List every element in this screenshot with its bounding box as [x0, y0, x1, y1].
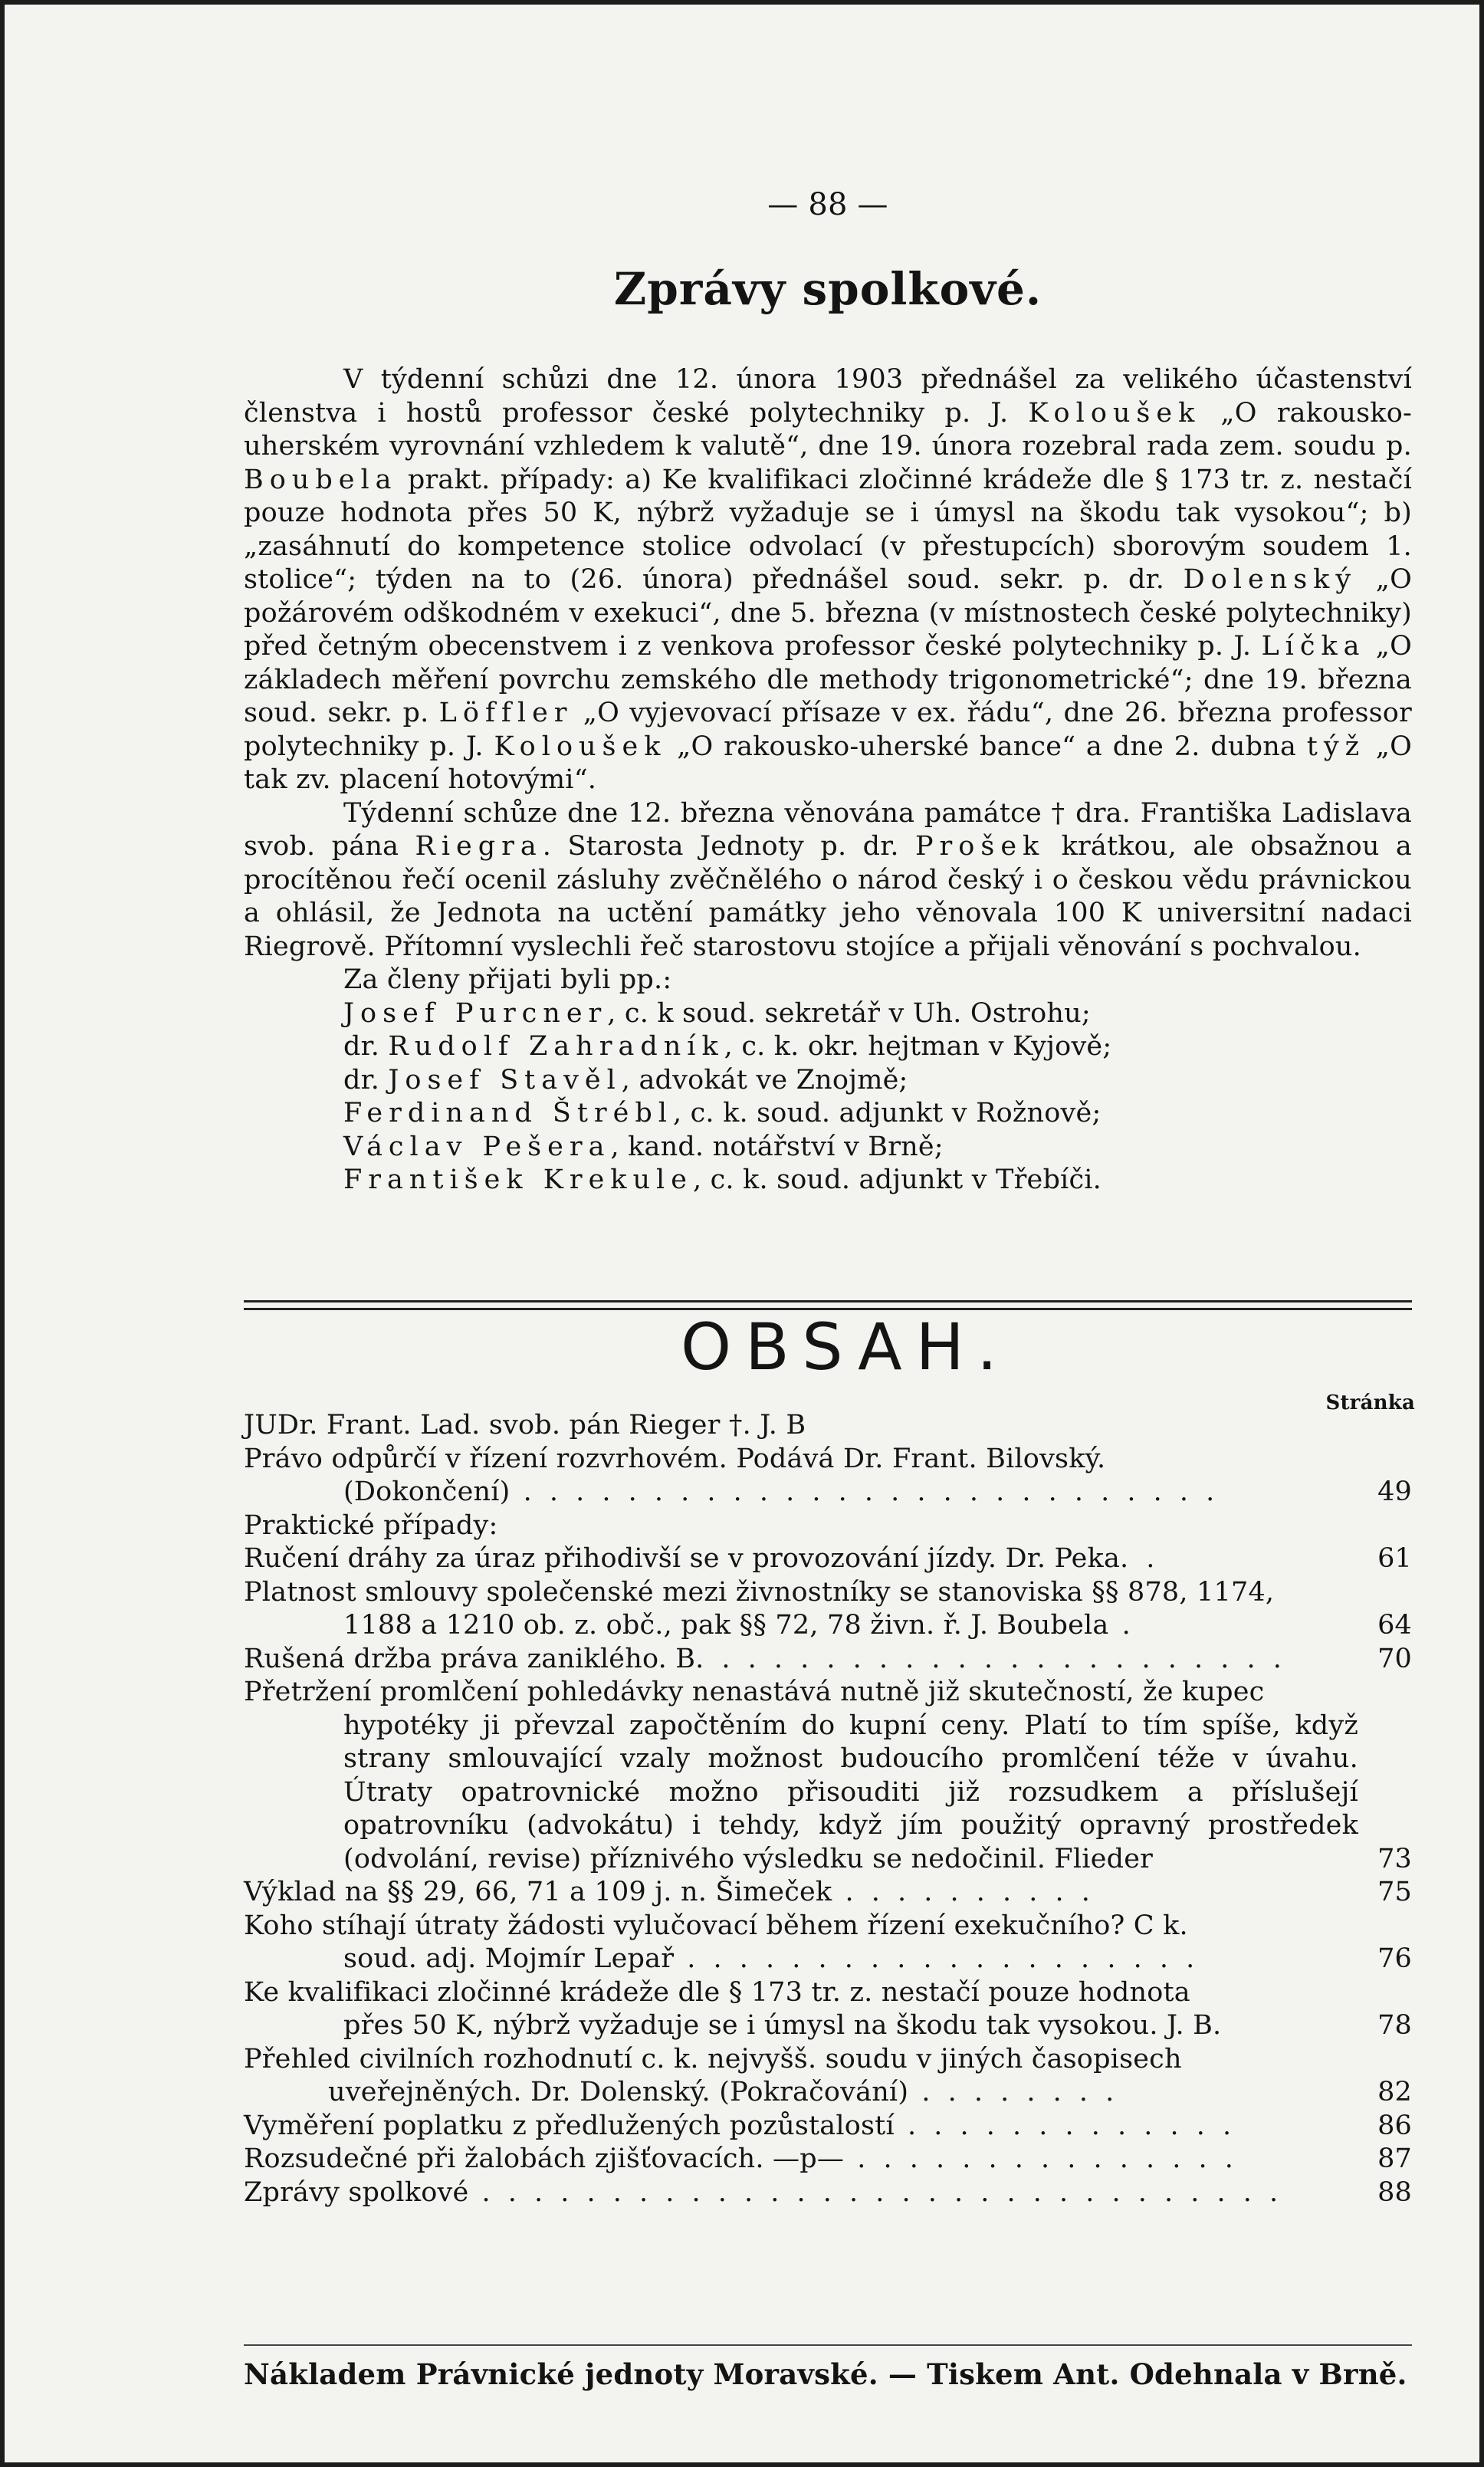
leader-dots: . . . . . . . . . . . . . . . . . . . . — [674, 1943, 1200, 1974]
leader-dots: . . . . . . . . . . . . . . . . . . . . . . . . . . . — [510, 1477, 1220, 1507]
toc-entry — [244, 2176, 1412, 2210]
member-item: dr. Rudolf Zahradník, c. k. okr. hejtman v Kyjově; — [343, 1031, 1112, 1062]
toc-title: OBSAH. — [681, 1309, 1011, 1385]
leader-dots: . . . . . . . . . . — [832, 1877, 1095, 1907]
member-name: Rudolf Zahradník — [388, 1031, 724, 1062]
leader-dots: . . . . . . . . — [908, 2077, 1119, 2107]
member-name: František Krekule — [343, 1165, 693, 1195]
leader-dots: . . . . . . . . . . . . . . . — [844, 2143, 1238, 2174]
member-name: Ferdinand Štrébl — [343, 1098, 673, 1128]
leader-dots: . . . . . . . . . . . . . . . . . . . . . . . — [695, 1643, 1286, 1674]
member-item: Václav Pešera, kand. notářství v Brně; — [343, 1131, 944, 1162]
toc-page-number: 73 — [1377, 1843, 1412, 1874]
toc-page-number: 86 — [1377, 2110, 1412, 2141]
text-run: prakt. případy: a) Ke kvalifikaci zločinné krádeže dle § 173 tr. z. nestačí pouze hodnota přes 50 K, nýbrž vyžaduje se i úmysl na škodu tak vysokou“; b) „zasáhnutí do kompetence stolice odvolací (v přestupcích) sborovým soudem 1. stolice“; týden na to (26. února) přednášel soud. sekr. p. dr. — [244, 464, 1412, 595]
footer-rule — [244, 2344, 1412, 2346]
toc-entry-title: Platnost smlouvy společenské mezi živnostníky se stanoviska §§ 878, 1174, — [244, 1576, 1275, 1608]
leader-dots: . . — [1120, 1543, 1160, 1574]
toc-page-number: 49 — [1377, 1477, 1412, 1507]
table-of-contents — [244, 1409, 1412, 2209]
toc-page-column-label: Stránka — [1325, 1391, 1415, 1414]
text-run: . Starosta Jednoty p. dr. — [542, 831, 915, 862]
text-run: krátkou, ale obsažnou a procítěnou řečí ocenil zásluhy zvěčnělého o národ český i o českou vědu právnickou a ohlásil, že Jednota na uctění památky jeho věnovala 100 K universitní nadaci Riegrově. Přítomní vyslechli řeč starostovu stojíce a přijali věnování s pochvalou. — [244, 831, 1412, 962]
person-name: Koloušek — [1028, 397, 1201, 429]
toc-subsection-title: Praktické případy: — [244, 1509, 498, 1541]
person-name: týž — [1306, 731, 1366, 762]
person-name: Löffler — [438, 698, 573, 728]
leader-dots: . . . . . . . . . . . . . . . . . . . . . . . . . . . . . . . — [468, 2176, 1283, 2208]
text-run: „O základech měření povrchu zemského dle methody trigonometrické“; dne 19. března soud. sekr. p. — [244, 631, 1412, 728]
toc-entry-continuation: 1188 a 1210 ob. z. obč., pak §§ 72, 78 živn. ř. J. Boubela — [343, 1610, 1109, 1641]
members-intro: Za členy přijati byli pp.: — [343, 964, 672, 995]
toc-entry — [244, 1643, 1412, 1677]
toc-entry — [244, 1910, 1412, 1976]
member-name: Josef Stavěl — [388, 1064, 622, 1096]
toc-entry-continuation: soud. adj. Mojmír Lepař — [343, 1943, 675, 1974]
toc-entry-title: JUDr. Frant. Lad. svob. pán Rieger †. J. B — [244, 1410, 806, 1440]
toc-entry-title: Vyměření poplatku z předlužených pozůstalostí — [244, 2110, 895, 2141]
text-run: Týdenní schůze dne 12. března věnována památce † dra. Františka Ladislava svob. pána — [244, 797, 1412, 862]
text-run: „O rakousko-uherské bance“ a dne 2. dubna — [666, 731, 1307, 762]
toc-entry — [244, 1976, 1412, 2043]
toc-entry-title: Zprávy spolkové — [244, 2176, 469, 2208]
text-run: „O rakousko-uherském vyrovnání vzhledem k valutě“, dne 19. února rozebral rada zem. soudu p. — [244, 397, 1412, 462]
toc-entry — [244, 1409, 1412, 1443]
lecture-report-paragraph — [244, 363, 1412, 797]
member-name: Václav Pešera — [343, 1131, 611, 1162]
memorial-paragraph — [244, 797, 1412, 964]
member-item: Ferdinand Štrébl, c. k. soud. adjunkt v Rožnově; — [343, 1098, 1102, 1128]
toc-page-number: 75 — [1377, 1877, 1412, 1907]
toc-entry-title: Koho stíhají útraty žádosti vylučovací během řízení exekučního? C k. — [244, 1910, 1188, 1941]
toc-entry — [244, 1876, 1412, 1910]
toc-entry-title: Ke kvalifikaci zločinné krádeže dle § 173 tr. z. nestačí pouze hodnota — [244, 1976, 1190, 2008]
text-run: „O požárovém odškodném v exekuci“, dne 5. března (v místnostech české polytechniky) před četným obecenstvem i z venkova professor české polytechniky p. J. — [244, 564, 1412, 662]
toc-entry-title: Přehled civilních rozhodnutí c. k. nejvyšš. soudu v jiných časopisech — [244, 2043, 1182, 2074]
toc-page-number: 61 — [1377, 1543, 1412, 1574]
toc-entry-title: Právo odpůrčí v řízení rozvrhovém. Podává Dr. Frant. Bilovský. — [244, 1443, 1106, 1474]
toc-entry-title: Rušená držba práva zaniklého. B — [244, 1643, 696, 1674]
person-name: Boubela — [244, 464, 398, 495]
book-page — [5, 5, 1479, 2462]
toc-entry — [244, 1443, 1412, 1509]
toc-page-number: 82 — [1377, 2077, 1412, 2107]
toc-entry-continuation: (Dokončení) — [343, 1477, 511, 1507]
person-name: Prošek — [915, 831, 1046, 862]
page-number: — 88 — — [767, 187, 888, 222]
person-name: Líčka — [1261, 631, 1366, 662]
text-run: V týdenní schůzi dne 12. února 1903 přednášel za velikého účastenství členstva i hostů professor české polytechniky p. J. — [244, 364, 1412, 429]
toc-page-number: 76 — [1377, 1943, 1412, 1974]
toc-entry — [244, 1509, 1412, 1543]
rule-line — [244, 1300, 1412, 1302]
toc-entry — [244, 2043, 1412, 2110]
member-item: dr. Josef Stavěl, advokát ve Znojmě; — [343, 1064, 908, 1096]
toc-entry — [244, 1542, 1412, 1576]
member-item: Josef Purcner, c. k soud. sekretář v Uh. Ostrohu; — [343, 997, 1091, 1029]
toc-entry — [244, 1576, 1412, 1643]
toc-page-number: 64 — [1377, 1610, 1412, 1641]
person-name: Koloušek — [494, 731, 667, 762]
toc-entry-continuation: hypotéky ji převzal započtěním do kupní ceny. Platí to tím spíše, když strany smlouvající vzaly možnost budoucího promlčení téže v úvahu. Útraty opatrovnické možno přisouditi již rozsudkem a příslušejí opatrovníku (advokátu) i tehdy, když jím použitý opravný prostředek (odvolání, revise) příznivého výsledku se nedočinil. Flieder — [343, 1710, 1358, 1874]
section-heading: Zprávy spolkové. — [613, 263, 1042, 315]
toc-page-number: 87 — [1377, 2143, 1412, 2174]
person-name: Dolenský — [1183, 564, 1358, 595]
member-name: Josef Purcner — [343, 997, 608, 1029]
leader-dots: . . . . . . . . . . . . . — [894, 2110, 1236, 2141]
toc-entry — [244, 2110, 1412, 2143]
toc-entry-continuation: přes 50 K, nýbrž vyžaduje se i úmysl na škodu tak vysokou. J. B. — [343, 2010, 1222, 2041]
text-run: „O tak zv. placení hotovými“. — [244, 731, 1413, 795]
toc-entry-title: Přetržení promlčení pohledávky nenastává nutně již skutečností, že kupec — [244, 1677, 1265, 1707]
leader-dots: . — [1108, 1610, 1135, 1641]
text-run: „O vyjevovací přísaze v ex. řádu“, dne 26. března professor polytechniky p. J. — [244, 698, 1412, 762]
toc-entry-continuation: uveřejněných. Dr. Dolenský. (Pokračování) — [328, 2077, 909, 2107]
toc-entry-title: Rozsudečné při žalobách zjišťovacích. —p— — [244, 2143, 845, 2174]
toc-page-number: 70 — [1377, 1643, 1412, 1674]
person-name: Riegra — [415, 831, 543, 862]
toc-entry-title: Výklad na §§ 29, 66, 71 a 109 j. n. Šimeček — [244, 1877, 832, 1907]
toc-entry-title: Ručení dráhy za úraz přihodivší se v provozování jízdy. Dr. Peka — [244, 1543, 1121, 1574]
member-item: František Krekule, c. k. soud. adjunkt v Třebíči. — [343, 1165, 1102, 1195]
toc-page-number: 78 — [1377, 2010, 1412, 2041]
toc-page-number: 88 — [1377, 2176, 1412, 2208]
report-body — [244, 363, 1412, 1197]
imprint-footer: Nákladem Právnické jednoty Moravské. — Tiskem Ant. Odehnala v Brně. — [244, 2357, 1407, 2391]
toc-entry — [244, 1676, 1412, 1876]
new-members-list — [244, 997, 1412, 1197]
toc-entry — [244, 2143, 1412, 2176]
